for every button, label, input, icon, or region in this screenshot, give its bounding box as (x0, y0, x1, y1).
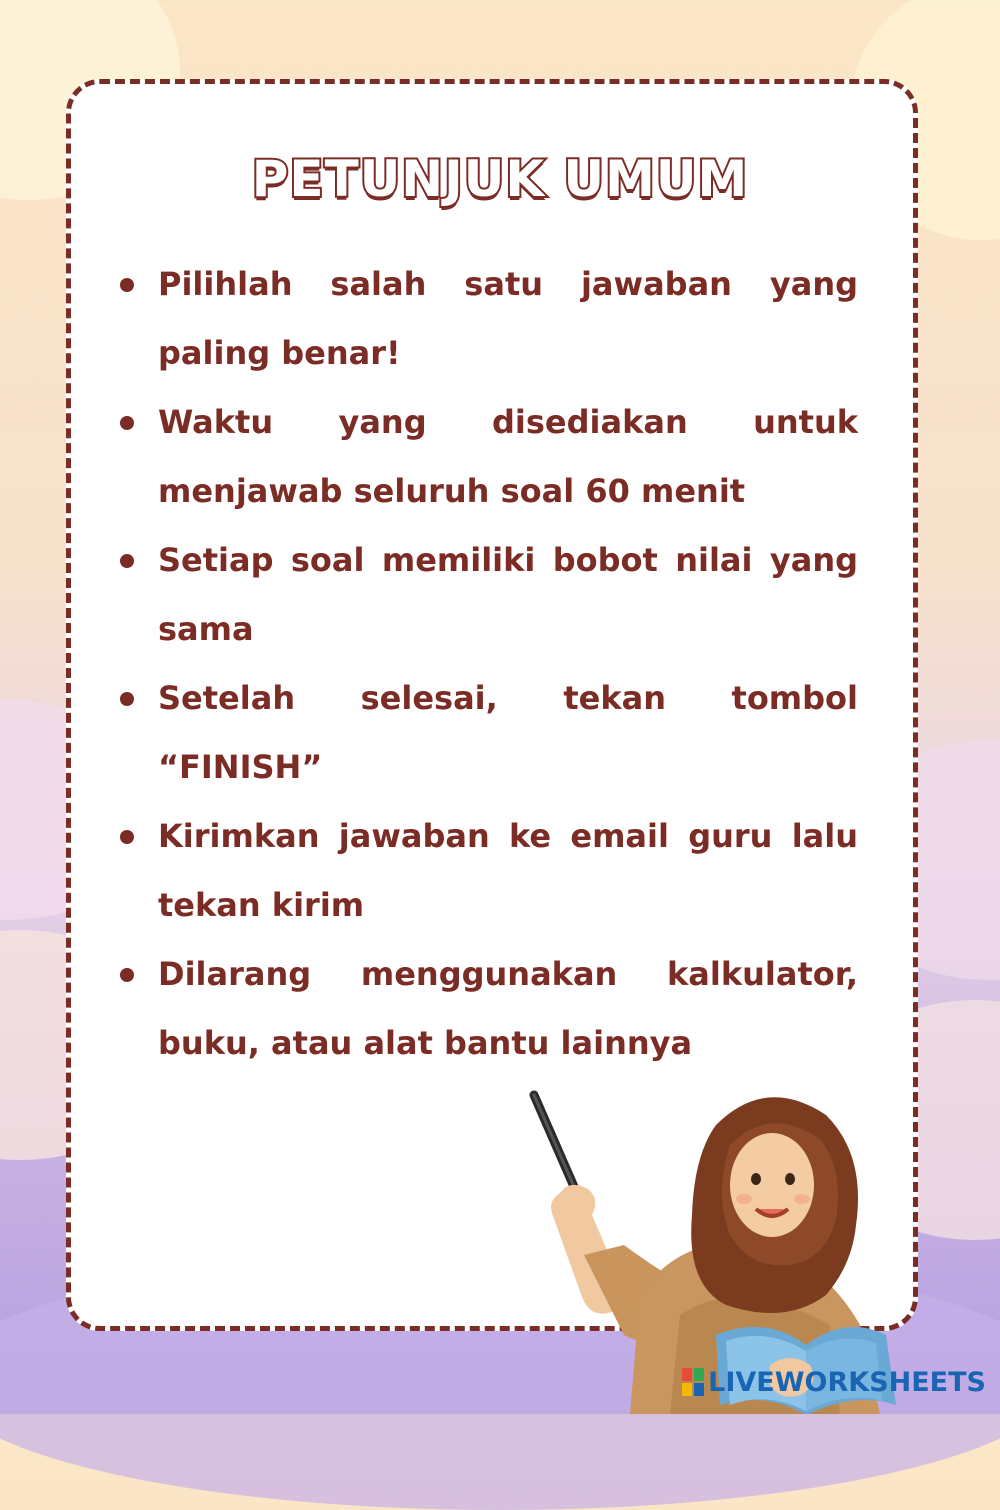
bullet-icon (120, 278, 134, 292)
list-item (118, 940, 858, 1078)
bullet-icon (120, 416, 134, 430)
brand-text: LIVEWORKSHEETS (708, 1366, 986, 1398)
list-item (118, 388, 858, 526)
instruction-text: Waktu yang disediakan untuk menjawab seluruh soal 60 menit (158, 403, 858, 510)
instruction-text: Kirimkan jawaban ke email guru lalu tekan kirim (158, 817, 858, 924)
instruction-text: Setiap soal memiliki bobot nilai yang sama (158, 541, 858, 648)
bullet-icon (120, 554, 134, 568)
footer-brand (682, 1364, 986, 1400)
list-item (118, 526, 858, 664)
bullet-icon (120, 968, 134, 982)
bullet-icon (120, 692, 134, 706)
instruction-text: Setelah selesai, tekan tombol “FINISH” (158, 679, 858, 786)
bullet-icon (120, 830, 134, 844)
page-title: PETUNJUK UMUM (251, 150, 749, 208)
instruction-text: Pilihlah salah satu jawaban yang paling benar! (158, 265, 858, 372)
liveworksheets-logo-icon (682, 1368, 704, 1396)
instruction-text: Dilarang menggunakan kalkulator, buku, atau alat bantu lainnya (158, 955, 858, 1062)
instruction-list (118, 250, 858, 1078)
list-item (118, 664, 858, 802)
list-item (118, 802, 858, 940)
list-item (118, 250, 858, 388)
